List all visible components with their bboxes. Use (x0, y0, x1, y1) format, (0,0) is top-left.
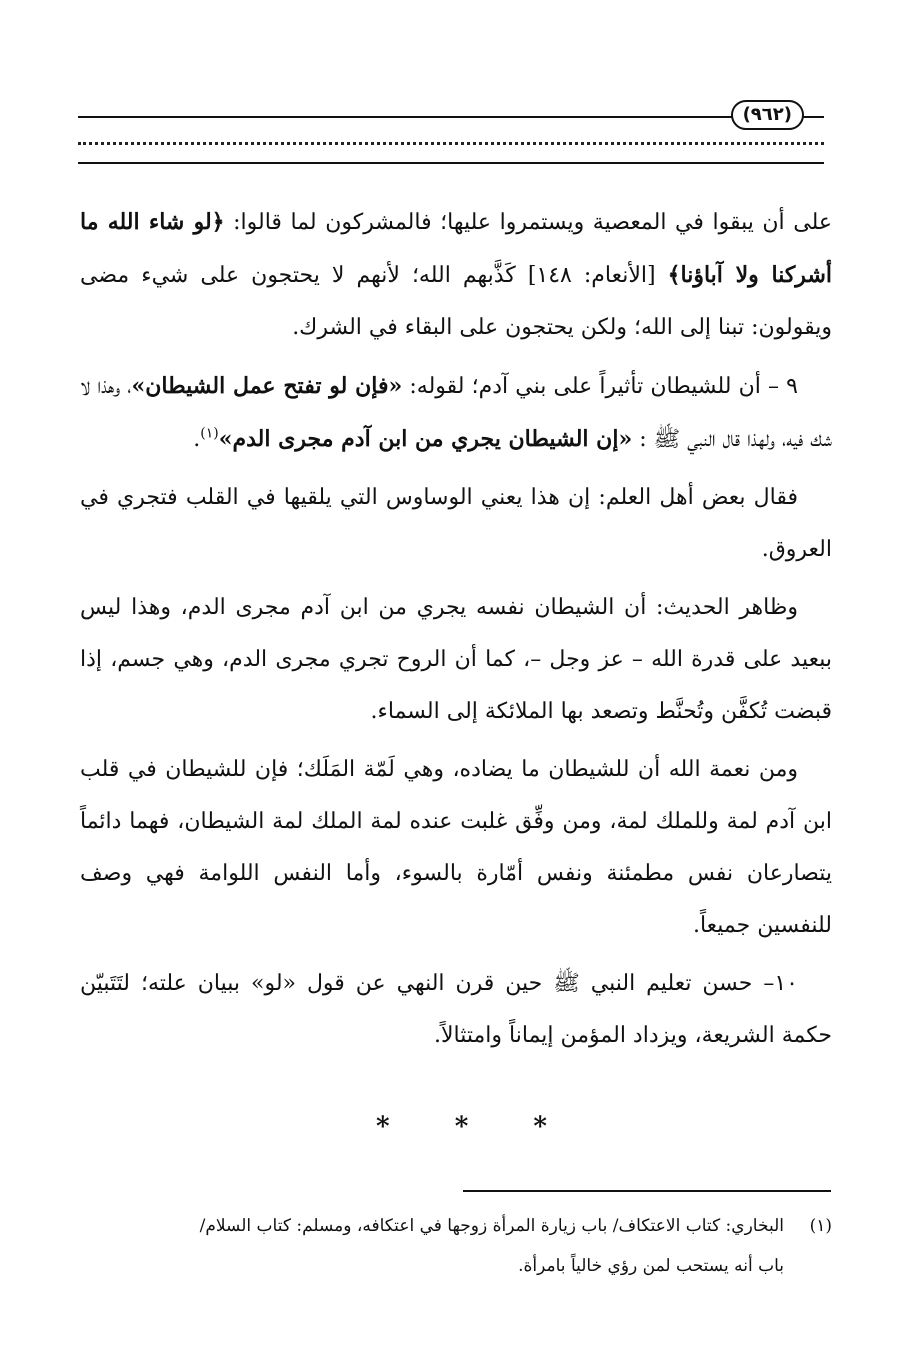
text-run: ٩ – أن للشيطان تأثيراً على بني آدم؛ لقوله: (402, 374, 798, 399)
text-run: . (193, 427, 201, 452)
footnote-reference: (١) (200, 425, 219, 442)
bold-quote: ﴿لو شاء الله ما أشركنا ولا آباؤنا﴾ (80, 209, 832, 288)
footnote-number: (١) (809, 1216, 832, 1236)
section-separator: * * * (376, 1112, 575, 1142)
main-text (80, 196, 832, 1068)
text-run: وظاهر الحديث: أن الشيطان نفسه يجري من ابن آدم مجرى الدم، وهذا ليس ببعيد على قدرة الله – عز وجل –، كما أن الروح تجري مجرى الدم، وهي جسم، إذا قبضت تُكفَّن وتُحنَّط وتصعد بها الملائكة إلى السماء. (80, 595, 832, 724)
paragraph-2 (80, 360, 832, 466)
paragraph-3 (80, 472, 832, 576)
text-run: ومن نعمة الله أن للشيطان ما يضاده، وهي لَمّة المَلَك؛ فإن للشيطان في قلب ابن آدم لمة وللملك لمة، ومن وفِّق غلبت عنده لمة الملك لمة الشيطان، فهما دائماً يتصارعان نفس مطمئنة ونفس أمّارة بالسوء، وأما النفس اللوامة فهي وصف للنفسين جميعاً. (80, 757, 832, 938)
page-header (78, 92, 824, 172)
text-run: فقال بعض أهل العلم: إن هذا يعني الوساوس التي يلقيها في القلب فتجري في العروق. (80, 485, 832, 562)
header-dotted-rule (78, 142, 824, 145)
footnote-rule (463, 1190, 831, 1192)
paragraph-5 (80, 744, 832, 952)
footnote-line (80, 1206, 832, 1246)
footnote-1 (80, 1206, 832, 1286)
text-run: على أن يبقوا في المعصية ويستمروا عليها؛ فالمشركون لما قالوا: (224, 210, 832, 235)
paragraph-6 (80, 958, 832, 1062)
paragraph-1 (80, 196, 832, 354)
text-run: ١٠– حسن تعليم النبي ﷺ حين قرن النهي عن قول «لو» ببيان علته؛ لتَتَبيّن حكمة الشريعة، ويزداد المؤمن إيماناً وامتثالاً. (80, 971, 832, 1048)
header-top-rule (78, 116, 824, 118)
bold-quote: «فإن لو تفتح عمل الشيطان» (131, 373, 403, 399)
bold-quote: «إن الشيطان يجري من ابن آدم مجرى الدم» (218, 426, 633, 452)
page-number: (٩٦٢) (731, 100, 804, 130)
text-run: [الأنعام: ١٤٨] كَذَّبهم الله؛ لأنهم لا يحتجون على شيء مضى ويقولون: تبنا إلى الله؛ ولكن يحتجون على البقاء في الشرك. (80, 263, 832, 340)
header-bottom-rule (78, 162, 824, 164)
paragraph-4 (80, 582, 832, 738)
footnote-text: البخاري: كتاب الاعتكاف/ باب زيارة المرأة زوجها في اعتكافه، ومسلم: كتاب السلام/ (199, 1216, 784, 1236)
footnote-continuation: باب أنه يستحب لمن رؤي خالياً بامرأة. (518, 1256, 784, 1276)
text-run: ، وهذا لا شك فيه، ولهذا قال النبي ﷺ : (80, 374, 832, 452)
